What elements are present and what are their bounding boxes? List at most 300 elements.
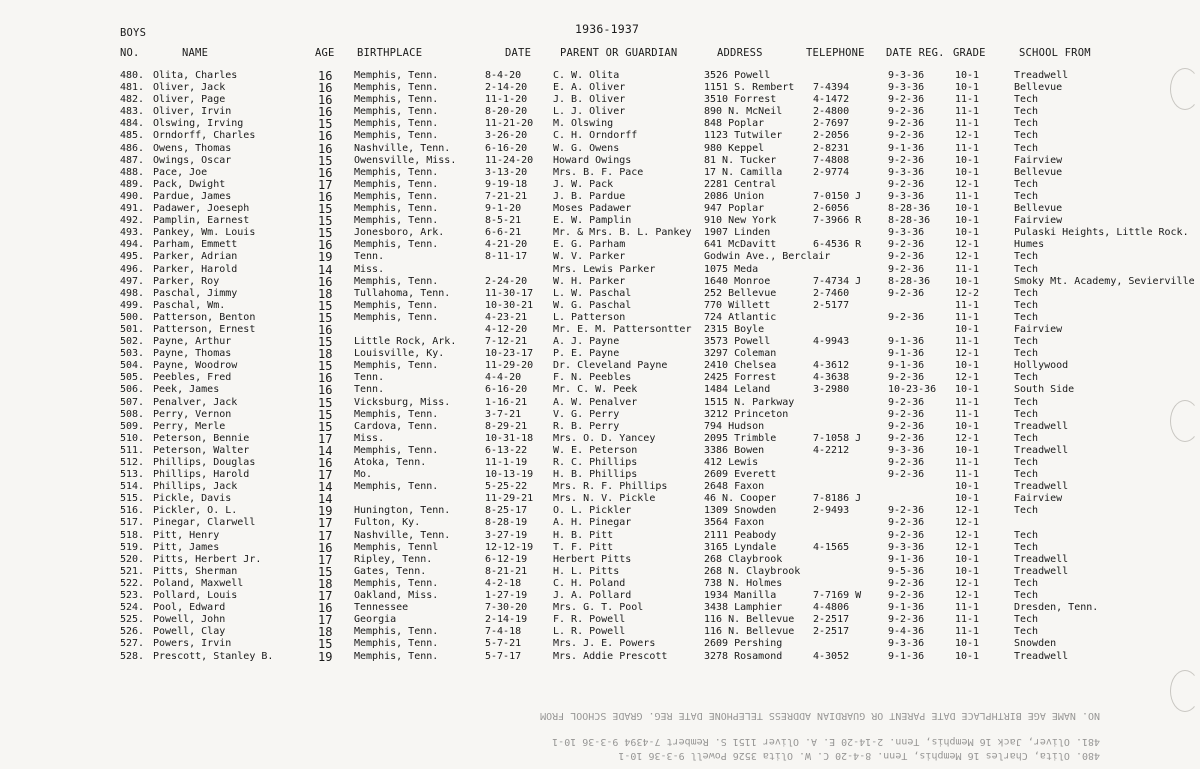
student-age: 16 [318,93,333,108]
row-number: 498. [120,287,145,299]
student-name: Peterson, Walter [153,444,250,456]
date-registered: 10-23-36 [888,384,937,396]
school-from: Treadwell [1014,420,1069,432]
grade: 11-1 [955,118,980,130]
row-number: 528. [120,650,145,662]
telephone: 4-9943 [813,336,850,348]
student-age: 15 [318,298,333,313]
grade: 10-1 [955,166,980,178]
section-label: BOYS [120,27,147,39]
address: 738 N. Holmes [704,577,783,589]
date-registered: 9-2-36 [888,239,925,251]
parent-guardian: F. R. Powell [553,614,626,626]
student-age: 14 [318,492,333,507]
parent-guardian: Dr. Cleveland Payne [553,360,668,372]
student-age: 17 [318,516,333,531]
address: 1640 Monroe [704,275,771,287]
col-address: ADDRESS [717,47,763,59]
birth-date: 2-14-20 [485,82,528,94]
grade: 11-1 [955,626,980,638]
telephone: 2-9493 [813,505,850,517]
school-from: Tech [1014,94,1039,106]
row-number: 512. [120,457,145,468]
school-from: Tech [1014,396,1039,408]
birth-date: 5-7-17 [485,650,522,662]
birthplace: Memphis, Tenn. [354,130,439,142]
parent-guardian: Moses Padawer [553,203,632,215]
student-name: Poland, Maxwell [153,577,244,589]
school-from: Tech [1014,251,1039,263]
student-name: Oliver, Jack [153,82,226,94]
row-number: 480. [120,70,145,81]
birthplace: Memphis, Tenn. [354,215,439,227]
row-number: 526. [120,626,145,638]
parent-guardian: L. J. Oliver [553,106,626,118]
telephone: 3-2980 [813,384,850,396]
birth-date: 6-12-19 [485,553,528,565]
birthplace: Memphis, Tenn. [354,299,439,311]
row-number: 502. [120,336,145,348]
student-age: 17 [318,613,333,628]
address: 3573 Powell [704,336,771,348]
table-row [0,421,1200,433]
birthplace: Memphis, Tenn. [354,444,439,456]
row-number: 491. [120,203,145,215]
birth-date: 4-2-18 [485,577,522,589]
grade: 12-1 [955,178,980,190]
address: 1123 Tutwiler [704,130,783,142]
address: 980 Keppel [704,142,765,154]
date-registered: 9-3-36 [888,70,925,81]
row-number: 527. [120,638,145,650]
student-name: Prescott, Stanley B. [153,650,274,662]
address: 3212 Princeton [704,408,789,420]
table-row [0,264,1200,276]
date-registered: 9-4-36 [888,626,925,638]
parent-guardian: W. V. Parker [553,251,626,263]
telephone: 4-1565 [813,541,850,553]
school-from: Tech [1014,408,1039,420]
school-from: Treadwell [1014,553,1069,565]
birthplace: Memphis, Tenn. [354,650,439,662]
birthplace: Miss. [354,263,385,275]
grade: 10-1 [955,360,980,372]
date-registered: 9-2-36 [888,251,925,263]
address: 116 N. Bellevue [704,626,795,638]
student-name: Payne, Woodrow [153,360,238,372]
student-age: 15 [318,637,333,652]
grade: 10-1 [955,420,980,432]
telephone: 2-5177 [813,299,850,311]
birthplace: Memphis, Tenn. [354,408,439,420]
parent-guardian: E. W. Pamplin [553,215,632,227]
telephone: 2-2056 [813,130,850,142]
table-row [0,288,1200,300]
student-name: Phillips, Harold [153,469,250,481]
table-row [0,106,1200,118]
address: 724 Atlantic [704,311,777,323]
table-row [0,191,1200,203]
table-row [0,348,1200,360]
row-number: 522. [120,577,145,589]
date-registered: 9-2-36 [888,420,925,432]
birth-date: 8-11-17 [485,251,528,263]
table-row [0,505,1200,517]
student-name: Perry, Vernon [153,408,232,420]
student-name: Parham, Emmett [153,239,238,251]
school-from: Tech [1014,505,1039,517]
school-from: South Side [1014,384,1075,396]
parent-guardian: A. H. Pinegar [553,517,632,529]
address: 3564 Faxon [704,517,765,529]
birth-date: 10-30-21 [485,299,534,311]
address: 910 New York [704,215,777,227]
birthplace: Miss. [354,432,385,444]
school-from: Tech [1014,130,1039,142]
student-name: Parker, Roy [153,275,220,287]
parent-guardian: T. F. Pitt [553,541,614,553]
birth-date: 5-25-22 [485,481,528,493]
birthplace: Hunington, Tenn. [354,505,451,517]
birth-date: 8-20-20 [485,106,528,118]
school-from: Tech [1014,590,1039,602]
col-no: NO. [120,47,140,59]
address: 890 N. McNeil [704,106,783,118]
date-registered: 9-2-36 [888,396,925,408]
parent-guardian: L. W. Paschal [553,287,632,299]
row-number: 503. [120,348,145,360]
row-number: 490. [120,190,145,202]
birth-date: 3-27-19 [485,529,528,541]
binder-hole [1170,68,1200,110]
student-name: Patterson, Benton [153,311,256,323]
birthplace: Mo. [354,469,373,481]
parent-guardian: H. B. Phillips [553,469,638,481]
table-row [0,517,1200,529]
student-name: Pitt, Henry [153,529,220,541]
parent-guardian: J. B. Pardue [553,190,626,202]
date-registered: 9-1-36 [888,348,925,360]
student-name: Phillips, Jack [153,481,238,493]
row-number: 484. [120,118,145,130]
birth-date: 5-7-21 [485,638,522,650]
telephone: 7-4394 [813,82,850,94]
row-number: 494. [120,239,145,251]
grade: 11-1 [955,142,980,154]
school-from: Fairview [1014,154,1063,166]
school-from: Tech [1014,457,1039,468]
telephone: 7-4734 J [813,275,862,287]
row-number: 510. [120,432,145,444]
telephone: 2-6056 [813,203,850,215]
date-registered: 8-28-36 [888,215,931,227]
student-age: 19 [318,250,333,265]
student-name: Paschal, Wm. [153,299,226,311]
birth-date: 11-21-20 [485,118,534,130]
grade: 10-1 [955,227,980,239]
student-age: 18 [318,576,333,591]
row-number: 511. [120,444,145,456]
school-from: Fairview [1014,323,1063,335]
table-row [0,433,1200,445]
student-name: Pickle, Davis [153,493,232,505]
birthplace: Nashville, Tenn. [354,529,451,541]
table-row [0,179,1200,191]
school-from: Tech [1014,118,1039,130]
telephone: 4-1472 [813,94,850,106]
grade: 10-1 [955,493,980,505]
school-from: Tech [1014,372,1039,384]
row-number: 517. [120,517,145,529]
birth-date: 6-13-22 [485,444,528,456]
parent-guardian: L. R. Powell [553,626,626,638]
school-from: Pulaski Heights, Little Rock. [1014,227,1189,239]
table-row [0,409,1200,421]
address: 2095 Trimble [704,432,777,444]
year-title: 1936-1937 [575,22,640,36]
table-row [0,94,1200,106]
school-from: Hollywood [1014,360,1069,372]
parent-guardian: C. H. Orndorff [553,130,638,142]
student-age: 17 [318,589,333,604]
parent-guardian: W. E. Peterson [553,444,638,456]
student-name: Pickler, O. L. [153,505,238,517]
school-from: Bellevue [1014,82,1063,94]
row-number: 520. [120,553,145,565]
parent-guardian: Mrs. Addie Prescott [553,650,668,662]
student-age: 18 [318,347,333,362]
telephone: 2-2517 [813,614,850,626]
student-age: 15 [318,153,333,168]
school-from: Tech [1014,311,1039,323]
parent-guardian: Mr. C. W. Peek [553,384,638,396]
parent-guardian: L. Patterson [553,311,626,323]
row-number: 516. [120,505,145,517]
col-date-reg: DATE REG. [886,47,945,59]
student-age: 18 [318,625,333,640]
birth-date: 1-27-19 [485,590,528,602]
birth-date: 4-4-20 [485,372,522,384]
student-age: 17 [318,431,333,446]
date-registered: 9-2-36 [888,130,925,142]
school-from: Tech [1014,263,1039,275]
birth-date: 11-29-20 [485,360,534,372]
grade: 10-1 [955,553,980,565]
address: 268 Claybrook [704,553,783,565]
grade: 11-1 [955,311,980,323]
date-registered: 9-3-36 [888,190,925,202]
grade: 12-1 [955,239,980,251]
date-registered: 9-2-36 [888,287,925,299]
student-name: Powell, John [153,614,226,626]
birthplace: Memphis, Tenn. [354,118,439,130]
date-registered: 9-2-36 [888,263,925,275]
student-age: 16 [318,141,333,156]
parent-guardian: J. B. Oliver [553,94,626,106]
date-registered: 9-3-36 [888,541,925,553]
row-number: 482. [120,94,145,106]
date-registered: 9-1-36 [888,142,925,154]
school-from: Smoky Mt. Academy, Sevierville [1014,275,1195,287]
row-number: 524. [120,602,145,614]
student-age: 16 [318,322,333,337]
date-registered: 9-2-36 [888,372,925,384]
student-name: Owings, Oscar [153,154,232,166]
table-row [0,324,1200,336]
student-name: Payne, Arthur [153,336,232,348]
birth-date: 12-12-19 [485,541,534,553]
address: 3526 Powell [704,70,771,81]
row-number: 496. [120,263,145,275]
student-age: 15 [318,202,333,217]
table-row [0,372,1200,384]
row-number: 483. [120,106,145,118]
student-name: Penalver, Jack [153,396,238,408]
birth-date: 8-21-21 [485,565,528,577]
table-row [0,602,1200,614]
date-registered: 9-1-36 [888,360,925,372]
birthplace: Memphis, Tenn. [354,239,439,251]
school-from: Tech [1014,299,1039,311]
address: 2086 Union [704,190,765,202]
row-number: 487. [120,154,145,166]
parent-guardian: Herbert Pitts [553,553,632,565]
student-age: 16 [318,81,333,96]
address: 252 Bellevue [704,287,777,299]
birthplace: Memphis, Tenn. [354,626,439,638]
address: Godwin Ave., Berclair [704,251,831,263]
col-date: DATE [505,47,532,59]
row-number: 507. [120,396,145,408]
birthplace: Memphis, Tenn. [354,190,439,202]
bleed-through-text [0,690,1200,769]
student-name: Pace, Joe [153,166,208,178]
row-number: 506. [120,384,145,396]
telephone: 7-3966 R [813,215,862,227]
parent-guardian: A. J. Payne [553,336,620,348]
grade: 12-1 [955,517,980,529]
student-age: 15 [318,419,333,434]
row-number: 509. [120,420,145,432]
birth-date: 9-19-18 [485,178,528,190]
student-age: 15 [318,335,333,350]
student-age: 15 [318,407,333,422]
birthplace: Memphis, Tennl [354,541,439,553]
grade: 11-1 [955,408,980,420]
birthplace: Memphis, Tenn. [354,203,439,215]
address: 17 N. Camilla [704,166,783,178]
student-name: Oliver, Page [153,94,226,106]
student-age: 19 [318,649,333,664]
student-name: Patterson, Ernest [153,323,256,335]
student-age: 15 [318,395,333,410]
grade: 10-1 [955,70,980,81]
table-row [0,469,1200,481]
address: 2410 Chelsea [704,360,777,372]
address: 2315 Boyle [704,323,765,335]
birth-date: 7-21-21 [485,190,528,202]
row-number: 497. [120,275,145,287]
table-row [0,118,1200,130]
school-from: Treadwell [1014,481,1069,493]
parent-guardian: R. B. Perry [553,420,620,432]
birthplace: Memphis, Tenn. [354,360,439,372]
school-from: Tech [1014,336,1039,348]
student-name: Peterson, Bennie [153,432,250,444]
table-row [0,239,1200,251]
student-age: 16 [318,69,333,83]
birth-date: 11-24-20 [485,154,534,166]
date-registered: 9-1-36 [888,336,925,348]
table-row [0,155,1200,167]
parent-guardian: W. H. Parker [553,275,626,287]
address: 1151 S. Rembert [704,82,795,94]
grade: 10-1 [955,323,980,335]
date-registered: 9-2-36 [888,94,925,106]
col-school-from: SCHOOL FROM [1019,47,1091,59]
school-from: Bellevue [1014,203,1063,215]
parent-guardian: A. W. Penalver [553,396,638,408]
grade: 11-1 [955,457,980,468]
grade: 11-1 [955,602,980,614]
birth-date: 8-5-21 [485,215,522,227]
student-name: Orndorff, Charles [153,130,256,142]
student-age: 14 [318,480,333,495]
row-number: 500. [120,311,145,323]
student-name: Pankey, Wm. Louis [153,227,256,239]
student-age: 15 [318,226,333,241]
student-age: 17 [318,528,333,543]
birth-date: 6-16-20 [485,384,528,396]
student-name: Peebles, Fred [153,372,232,384]
date-registered: 9-3-36 [888,166,925,178]
bleed-line: 480. Olita, Charles 16 Memphis, Tenn. 8-4-20 C. W. Olita 3526 Powell 9-3-36 10-1 [618,750,1100,761]
parent-guardian: W. G. Owens [553,142,620,154]
table-row [0,638,1200,650]
address: 947 Poplar [704,203,765,215]
grade: 12-1 [955,577,980,589]
address: 3165 Lyndale [704,541,777,553]
telephone: 2-7697 [813,118,850,130]
telephone: 2-9774 [813,166,850,178]
address: 2609 Pershing [704,638,783,650]
table-row [0,203,1200,215]
school-from: Humes [1014,239,1045,251]
row-number: 493. [120,227,145,239]
birth-date: 11-29-21 [485,493,534,505]
student-name: Pack, Dwight [153,178,226,190]
date-registered: 9-2-36 [888,118,925,130]
telephone: 7-0150 J [813,190,862,202]
birthplace: Tenn. [354,372,385,384]
table-row [0,651,1200,663]
birthplace: Memphis, Tenn. [354,178,439,190]
grade: 10-1 [955,82,980,94]
row-number: 508. [120,408,145,420]
student-name: Owens, Thomas [153,142,232,154]
row-number: 488. [120,166,145,178]
student-age: 16 [318,601,333,616]
row-number: 521. [120,565,145,577]
address: 46 N. Cooper [704,493,777,505]
table-row [0,227,1200,239]
address: 848 Poplar [704,118,765,130]
bleed-line: 481. Oliver, Jack 16 Memphis, Tenn. 2-14-20 E. A. Oliver 1151 S. Rembert 7-4394 9-3-36 10-1 [552,736,1100,747]
table-row [0,70,1200,82]
birthplace: Tullahoma, Tenn. [354,287,451,299]
table-row [0,445,1200,457]
birthplace: Memphis, Tenn. [354,166,439,178]
